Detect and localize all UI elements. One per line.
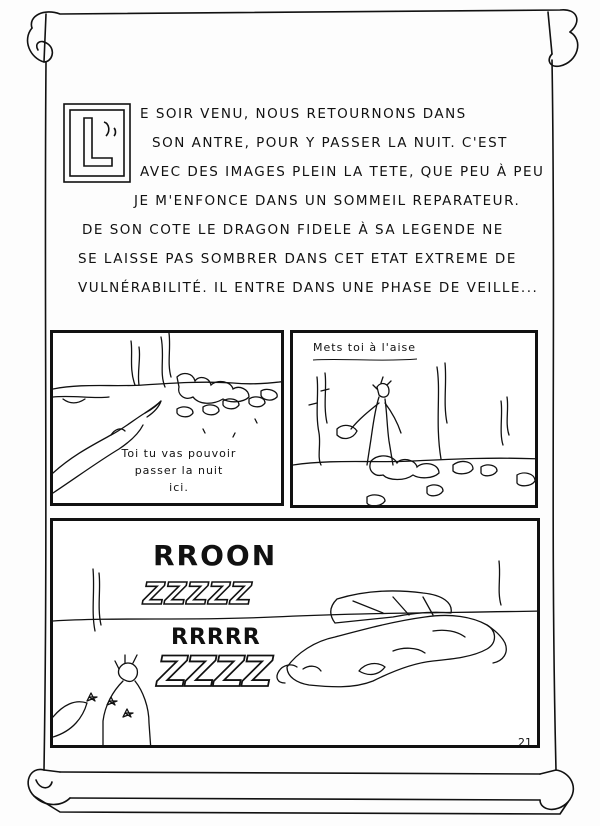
dropcap-frame [62, 102, 134, 186]
speech-bubble-1 [109, 445, 249, 496]
speech-line: ici. [169, 481, 189, 494]
sfx-zzzz-2: ZZZZ [157, 647, 271, 696]
speech-line: Toi tu vas pouvoir [121, 447, 237, 460]
narration-block [78, 100, 545, 303]
sfx-rroon: RROON [153, 539, 278, 572]
speech-underline [311, 355, 421, 365]
narration-line: JE M'ENFONCE DANS UN SOMMEIL REPARATEUR. [134, 193, 521, 209]
panel-1 [50, 330, 284, 506]
panel-3 [50, 518, 540, 748]
panel-3-drawing [53, 521, 540, 748]
narration-line: VULNÉRABILITÉ. IL ENTRE DANS UNE PHASE DE VEILLE... [78, 280, 539, 296]
panel-2 [290, 330, 538, 508]
sfx-zzzzz-1: ZZZZZ [143, 577, 252, 612]
narration-line: DE SON COTE LE DRAGON FIDELE À SA LEGENDE NE [82, 222, 504, 238]
narration-line: SON ANTRE, POUR Y PASSER LA NUIT. C'EST [152, 135, 508, 151]
sfx-rrrrr: RRRRR [171, 625, 261, 650]
speech-bubble-2: Mets toi à l'aise [313, 341, 417, 354]
narration-line: E SOIR VENU, NOUS RETOURNONS DANS [140, 106, 467, 122]
narration-line: AVEC DES IMAGES PLEIN LA TETE, QUE PEU À PEU [140, 164, 545, 180]
speech-line: passer la nuit [134, 464, 224, 477]
narration-line: SE LAISSE PAS SOMBRER DANS CET ETAT EXTREME DE [78, 251, 517, 267]
page-number: 21 [518, 736, 532, 749]
